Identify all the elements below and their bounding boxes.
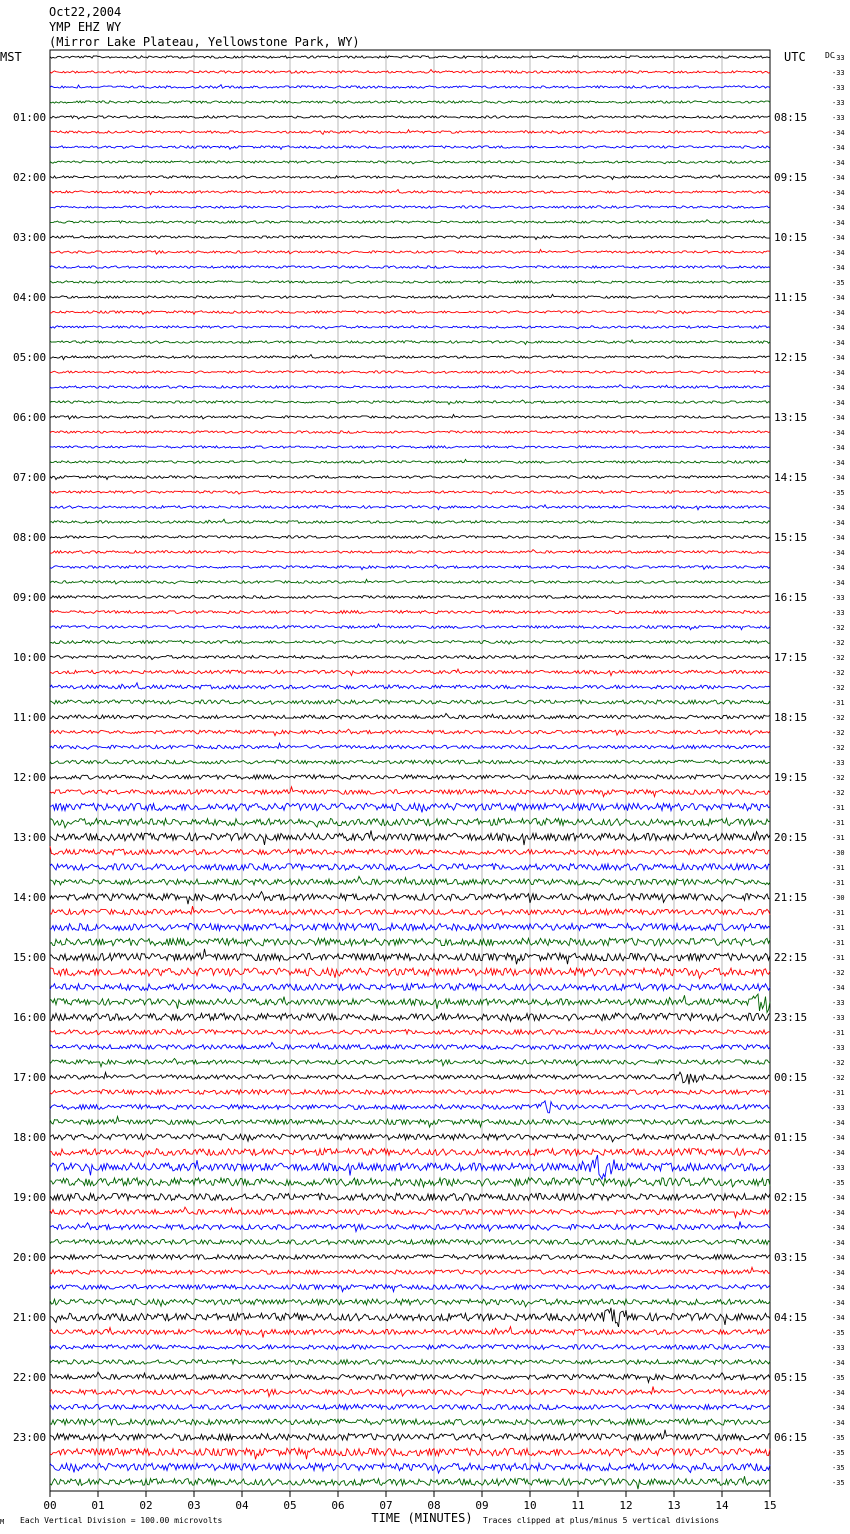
dc-offset-label: -33 — [832, 54, 845, 62]
trace-63 — [50, 994, 770, 1012]
dc-offset-label: -34 — [832, 294, 845, 302]
dc-offset-label: -34 — [832, 399, 845, 407]
trace-72 — [50, 1134, 770, 1142]
dc-offset-label: -34 — [832, 504, 845, 512]
dc-offset-label: -34 — [832, 264, 845, 272]
dc-offset-label: -34 — [832, 474, 845, 482]
trace-60 — [50, 949, 770, 965]
dc-offset-label: -32 — [832, 654, 845, 662]
utc-hour-label: 09:15 — [774, 171, 808, 184]
trace-9 — [50, 190, 770, 195]
mst-hour-label: 17:00 — [13, 1071, 47, 1084]
trace-45 — [50, 729, 770, 736]
seismic-traces — [50, 56, 770, 1489]
trace-56 — [50, 892, 770, 905]
dc-offset-label: -32 — [832, 774, 845, 782]
trace-25 — [50, 431, 770, 433]
trace-66 — [50, 1043, 770, 1050]
utc-hour-label: 13:15 — [774, 411, 808, 424]
dc-offset-label: -31 — [832, 1089, 845, 1097]
utc-hour-label: 15:15 — [774, 531, 808, 544]
dc-offset-label: -34 — [832, 549, 845, 557]
dc-offset-label: -35 — [832, 1464, 845, 1472]
mst-hour-label: 20:00 — [13, 1251, 47, 1264]
dc-offset-label: -32 — [832, 744, 845, 752]
dc-offset-label: -34 — [832, 429, 845, 437]
x-tick-label: 11 — [571, 1499, 585, 1512]
mst-hour-label: 06:00 — [13, 411, 47, 424]
footer-scale-note: Each Vertical Division = 100.00 microvolts — [20, 1516, 223, 1525]
utc-hour-label: 06:15 — [774, 1431, 808, 1444]
dc-offset-label: -35 — [832, 1479, 845, 1487]
dc-offset-label: -34 — [832, 1299, 845, 1307]
trace-52 — [50, 831, 770, 846]
x-tick-label: 14 — [715, 1499, 729, 1512]
mst-hour-label: 02:00 — [13, 171, 47, 184]
dc-offset-label: -34 — [832, 249, 845, 257]
trace-49 — [50, 787, 770, 797]
trace-3 — [50, 101, 770, 103]
dc-offset-label: -34 — [832, 354, 845, 362]
trace-46 — [50, 743, 770, 749]
trace-84 — [50, 1308, 770, 1327]
x-tick-label: 06 — [331, 1499, 345, 1512]
dc-offset-label: -31 — [832, 864, 845, 872]
trace-58 — [50, 923, 770, 930]
trace-5 — [50, 130, 770, 135]
x-tick-label: 08 — [427, 1499, 441, 1512]
trace-82 — [50, 1285, 770, 1292]
dc-offset-label: -34 — [832, 1359, 845, 1367]
dc-offset-label: -34 — [832, 1119, 845, 1127]
dc-offset-label: -31 — [832, 879, 845, 887]
x-axis-label: TIME (MINUTES) — [371, 1511, 473, 1525]
dc-offset-label: -32 — [832, 669, 845, 677]
trace-89 — [50, 1387, 770, 1397]
trace-74 — [50, 1155, 770, 1179]
trace-85 — [50, 1327, 770, 1338]
mst-hour-label: 07:00 — [13, 471, 47, 484]
dc-offset-label: -35 — [832, 1179, 845, 1187]
footer-left-mark: M — [0, 1518, 5, 1526]
dc-offset-label: -34 — [832, 339, 845, 347]
mst-hour-label: 21:00 — [13, 1311, 47, 1324]
trace-68 — [50, 1072, 770, 1084]
dc-offset-label: -30 — [832, 849, 845, 857]
utc-hour-label: 04:15 — [774, 1311, 808, 1324]
dc-offset-label: -33 — [832, 114, 845, 122]
dc-offset-label: -35 — [832, 279, 845, 287]
mst-hour-label: 16:00 — [13, 1011, 47, 1024]
dc-offset-label: -32 — [832, 1074, 845, 1082]
x-tick-label: 04 — [235, 1499, 249, 1512]
dc-offset-label: -34 — [832, 384, 845, 392]
dc-offset-labels — [832, 54, 845, 1487]
trace-14 — [50, 266, 770, 268]
utc-hour-label: 22:15 — [774, 951, 808, 964]
mst-hour-label: 13:00 — [13, 831, 47, 844]
utc-hour-label: 02:15 — [774, 1191, 808, 1204]
mst-hour-label: 15:00 — [13, 951, 47, 964]
dc-offset-label: -35 — [832, 1329, 845, 1337]
dc-offset-label: -34 — [832, 1284, 845, 1292]
trace-75 — [50, 1178, 770, 1187]
mst-hour-label: 05:00 — [13, 351, 47, 364]
x-tick-label: 01 — [91, 1499, 105, 1512]
trace-26 — [50, 446, 770, 448]
trace-30 — [50, 505, 770, 510]
trace-50 — [50, 803, 770, 812]
dc-offset-label: -33 — [832, 69, 845, 77]
dc-offset-label: -31 — [832, 804, 845, 812]
dc-offset-label: -31 — [832, 699, 845, 707]
header-location: (Mirror Lake Plateau, Yellowstone Park, WY) — [49, 35, 360, 49]
mst-hour-label: 19:00 — [13, 1191, 47, 1204]
mst-hour-label: 04:00 — [13, 291, 47, 304]
trace-48 — [50, 775, 770, 779]
utc-hour-label: 08:15 — [774, 111, 808, 124]
dc-offset-label: -34 — [832, 1134, 845, 1142]
dc-offset-label: -34 — [832, 159, 845, 167]
trace-1 — [50, 70, 770, 74]
trace-10 — [50, 206, 770, 209]
trace-18 — [50, 326, 770, 329]
left-axis-title: MST — [0, 50, 22, 64]
x-tick-label: 13 — [667, 1499, 681, 1512]
dc-offset-label: -33 — [832, 1014, 845, 1022]
dc-offset-label: -34 — [832, 1269, 845, 1277]
trace-88 — [50, 1372, 770, 1382]
utc-hour-label: 11:15 — [774, 291, 808, 304]
utc-hour-label: 19:15 — [774, 771, 808, 784]
dc-offset-label: -34 — [832, 174, 845, 182]
dc-offset-label: -34 — [832, 1209, 845, 1217]
x-tick-label: 15 — [763, 1499, 777, 1512]
trace-6 — [50, 146, 770, 150]
trace-11 — [50, 220, 770, 224]
trace-76 — [50, 1193, 770, 1200]
trace-65 — [50, 1030, 770, 1035]
dc-offset-label: -31 — [832, 924, 845, 932]
dc-offset-label: -30 — [832, 894, 845, 902]
trace-36 — [50, 596, 770, 599]
right-axis-title: UTC — [784, 50, 806, 64]
trace-54 — [50, 864, 770, 871]
trace-44 — [50, 713, 770, 719]
trace-94 — [50, 1463, 770, 1473]
dc-offset-label: -31 — [832, 834, 845, 842]
dc-offset-label: -33 — [832, 1044, 845, 1052]
utc-hour-label: 16:15 — [774, 591, 808, 604]
header-date: Oct22,2004 — [49, 5, 122, 19]
dc-offset-label: -33 — [832, 594, 845, 602]
dc-offset-label: -32 — [832, 1059, 845, 1067]
trace-12 — [50, 235, 770, 239]
trace-95 — [50, 1476, 770, 1489]
dc-offset-label: -34 — [832, 1224, 845, 1232]
utc-hour-label: 14:15 — [774, 471, 808, 484]
dc-offset-label: -34 — [832, 444, 845, 452]
dc-offset-label: -34 — [832, 564, 845, 572]
dc-offset-label: -34 — [832, 129, 845, 137]
trace-35 — [50, 579, 770, 584]
x-tick-label: 10 — [523, 1499, 537, 1512]
dc-offset-label: -32 — [832, 684, 845, 692]
dc-offset-label: -32 — [832, 714, 845, 722]
trace-24 — [50, 415, 770, 420]
dc-offset-label: -31 — [832, 819, 845, 827]
dc-offset-label: -35 — [832, 1374, 845, 1382]
dc-offset-label: -31 — [832, 954, 845, 962]
trace-7 — [50, 161, 770, 164]
dc-offset-label: -31 — [832, 1029, 845, 1037]
utc-hour-label: 23:15 — [774, 1011, 808, 1024]
utc-hour-label: 12:15 — [774, 351, 808, 364]
dc-offset-label: -33 — [832, 1164, 845, 1172]
x-tick-label: 02 — [139, 1499, 153, 1512]
trace-32 — [50, 536, 770, 539]
trace-71 — [50, 1116, 770, 1127]
trace-91 — [50, 1419, 770, 1425]
dc-offset-label: -34 — [832, 1149, 845, 1157]
utc-hour-label: 05:15 — [774, 1371, 808, 1384]
trace-0 — [50, 56, 770, 58]
x-tick-label: 03 — [187, 1499, 201, 1512]
trace-92 — [50, 1430, 770, 1441]
trace-2 — [50, 85, 770, 89]
mst-hour-label: 11:00 — [13, 711, 47, 724]
mst-hour-label: 22:00 — [13, 1371, 47, 1384]
dc-offset-label: -33 — [832, 759, 845, 767]
trace-64 — [50, 1013, 770, 1021]
utc-hour-label: 17:15 — [774, 651, 808, 664]
trace-86 — [50, 1345, 770, 1350]
dc-offset-label: -31 — [832, 939, 845, 947]
dc-offset-label: -34 — [832, 519, 845, 527]
trace-61 — [50, 968, 770, 978]
trace-51 — [50, 818, 770, 827]
trace-78 — [50, 1222, 770, 1232]
trace-81 — [50, 1267, 770, 1274]
trace-70 — [50, 1101, 770, 1113]
dc-offset-label: -34 — [832, 1254, 845, 1262]
trace-13 — [50, 250, 770, 255]
dc-offset-label: -34 — [832, 234, 845, 242]
trace-77 — [50, 1207, 770, 1217]
mst-hour-label: 08:00 — [13, 531, 47, 544]
dc-offset-label: -34 — [832, 324, 845, 332]
trace-33 — [50, 550, 770, 554]
trace-43 — [50, 700, 770, 704]
trace-40 — [50, 655, 770, 659]
trace-93 — [50, 1448, 770, 1459]
dc-offset-label: -34 — [832, 144, 845, 152]
dc-offset-label: -34 — [832, 1389, 845, 1397]
trace-22 — [50, 385, 770, 389]
dc-offset-label: -33 — [832, 999, 845, 1007]
trace-59 — [50, 938, 770, 946]
dc-offset-label: -35 — [832, 1449, 845, 1457]
trace-34 — [50, 565, 770, 570]
x-axis-ticks — [43, 1491, 776, 1512]
trace-80 — [50, 1255, 770, 1260]
utc-hour-label: 01:15 — [774, 1131, 808, 1144]
dc-offset-label: -34 — [832, 579, 845, 587]
dc-offset-label: -32 — [832, 639, 845, 647]
dc-offset-label: -31 — [832, 909, 845, 917]
trace-28 — [50, 476, 770, 480]
dc-offset-label: -34 — [832, 1404, 845, 1412]
trace-16 — [50, 294, 770, 298]
mst-hour-label: 23:00 — [13, 1431, 47, 1444]
dc-offset-label: -34 — [832, 369, 845, 377]
dc-offset-label: -34 — [832, 414, 845, 422]
dc-offset-label: -33 — [832, 84, 845, 92]
dc-offset-label: -32 — [832, 969, 845, 977]
x-tick-label: 07 — [379, 1499, 393, 1512]
trace-62 — [50, 984, 770, 992]
trace-29 — [50, 491, 770, 494]
dc-offset-label: -33 — [832, 609, 845, 617]
utc-hour-label: 10:15 — [774, 231, 808, 244]
x-tick-label: 00 — [43, 1499, 57, 1512]
trace-53 — [50, 846, 770, 855]
trace-31 — [50, 519, 770, 523]
dc-offset-label: -34 — [832, 1239, 845, 1247]
trace-15 — [50, 281, 770, 283]
dc-offset-label: -35 — [832, 1434, 845, 1442]
mst-hour-label: 12:00 — [13, 771, 47, 784]
utc-hour-label: 18:15 — [774, 711, 808, 724]
trace-21 — [50, 371, 770, 374]
trace-47 — [50, 760, 770, 764]
dc-offset-label: -34 — [832, 204, 845, 212]
trace-39 — [50, 641, 770, 645]
footer-clip-note: Traces clipped at plus/minus 5 vertical divisions — [483, 1516, 720, 1525]
mst-hour-label: 10:00 — [13, 651, 47, 664]
trace-41 — [50, 669, 770, 676]
dc-offset-label: -33 — [832, 99, 845, 107]
trace-17 — [50, 311, 770, 315]
dc-offset-label: -34 — [832, 984, 845, 992]
dc-offset-label: -34 — [832, 1419, 845, 1427]
trace-87 — [50, 1360, 770, 1365]
mst-hour-labels — [13, 111, 46, 1444]
trace-4 — [50, 116, 770, 119]
mst-hour-label: 01:00 — [13, 111, 47, 124]
mst-hour-label: 03:00 — [13, 231, 47, 244]
dc-offset-label: -34 — [832, 309, 845, 317]
x-tick-label: 09 — [475, 1499, 489, 1512]
dc-offset-label: -34 — [832, 189, 845, 197]
trace-55 — [50, 876, 770, 885]
dc-offset-label: -33 — [832, 1344, 845, 1352]
header-station: YMP EHZ WY — [49, 20, 122, 34]
dc-offset-label: -34 — [832, 459, 845, 467]
trace-27 — [50, 459, 770, 463]
trace-38 — [50, 624, 770, 630]
dc-offset-label: -35 — [832, 489, 845, 497]
trace-19 — [50, 340, 770, 345]
trace-90 — [50, 1404, 770, 1409]
trace-57 — [50, 906, 770, 915]
trace-73 — [50, 1149, 770, 1157]
trace-20 — [50, 355, 770, 360]
dc-offset-label: -32 — [832, 624, 845, 632]
mst-hour-label: 14:00 — [13, 891, 47, 904]
utc-hour-label: 21:15 — [774, 891, 808, 904]
dc-label: DC — [825, 51, 835, 60]
trace-83 — [50, 1299, 770, 1307]
dc-offset-label: -32 — [832, 789, 845, 797]
utc-hour-label: 03:15 — [774, 1251, 808, 1264]
trace-23 — [50, 400, 770, 404]
utc-hour-label: 00:15 — [774, 1071, 808, 1084]
trace-69 — [50, 1090, 770, 1095]
dc-offset-label: -34 — [832, 1314, 845, 1322]
trace-79 — [50, 1239, 770, 1244]
utc-hour-labels — [774, 111, 807, 1444]
utc-hour-label: 20:15 — [774, 831, 808, 844]
mst-hour-label: 18:00 — [13, 1131, 47, 1144]
trace-37 — [50, 611, 770, 614]
dc-offset-label: -33 — [832, 1104, 845, 1112]
trace-67 — [50, 1059, 770, 1067]
dc-offset-label: -34 — [832, 534, 845, 542]
x-tick-label: 12 — [619, 1499, 633, 1512]
dc-offset-label: -34 — [832, 1194, 845, 1202]
x-tick-label: 05 — [283, 1499, 297, 1512]
dc-offset-label: -34 — [832, 219, 845, 227]
trace-8 — [50, 175, 770, 180]
mst-hour-label: 09:00 — [13, 591, 47, 604]
dc-offset-label: -32 — [832, 729, 845, 737]
trace-42 — [50, 683, 770, 690]
